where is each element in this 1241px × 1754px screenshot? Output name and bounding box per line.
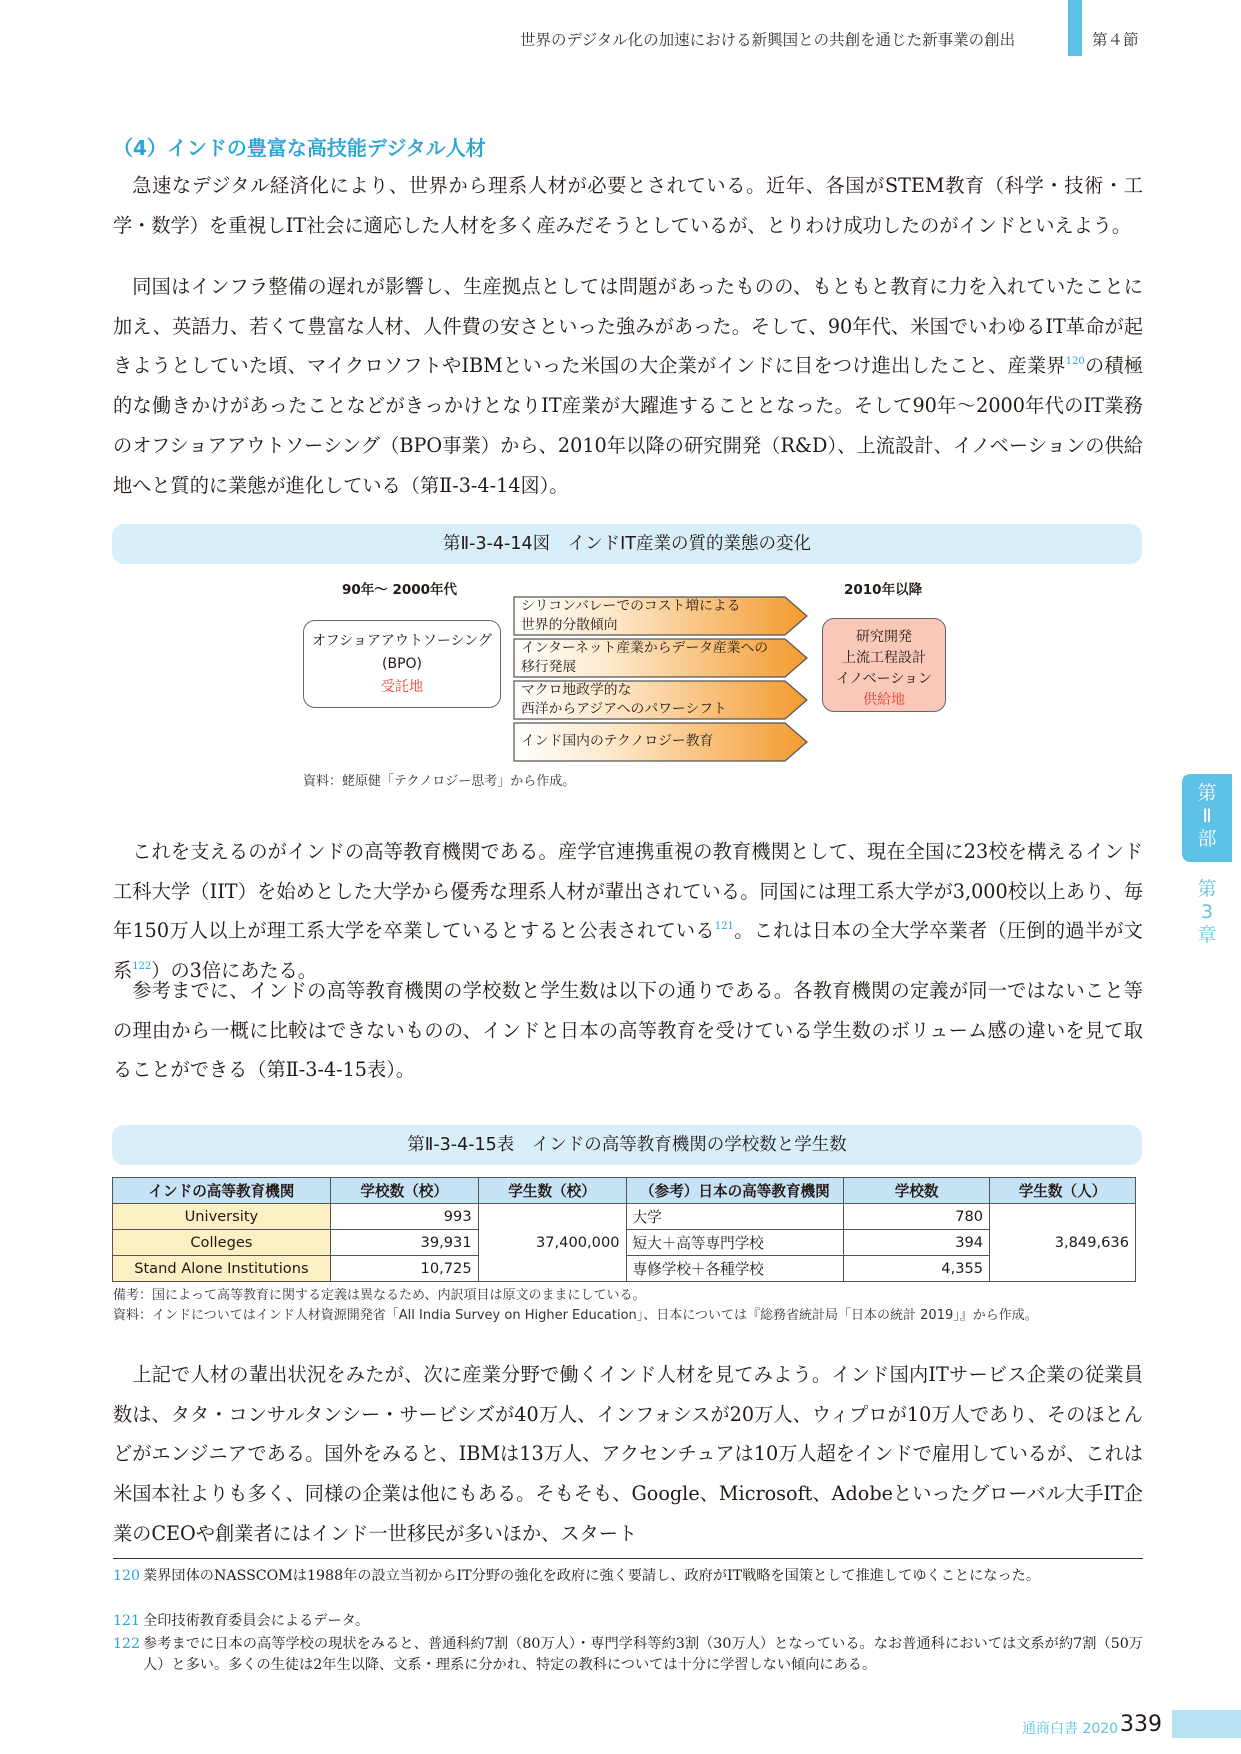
paragraph-5: 上記で人材の輩出状況をみたが、次に産業分野で働くインド人材を見てみよう。インド国内ITサービス企業の従業員数は、タタ・コンサルタンシー・サービシズが40万人、インフォシスが20万人、ウィプロが10万人であり、そのほとんどがエンジニアである。国外をみると、IBMは13万人、アクセンチュアは10万人超をインドで雇用しているが、これは米国本社よりも多く、同様の企業は他にもある。そもそも、Google、Microsoft、Adobeといったグローバル大手IT企業のCEOや創業者にはインド一世移民が多いほか、スタート (113, 1363, 1143, 1545)
table-source: 資料：インドについてはインド人材資源開発省「All India Survey on Higher Education」、日本については『総務省統計局「日本の統計 2019」』から作成。 (113, 1308, 1038, 1323)
footnote-ref-122[interactable]: 122 (132, 961, 152, 973)
paragraph-1: 急速なデジタル経済化により、世界から理系人材が必要とされている。近年、各国がSTEM教育（科学・技術・工学・数学）を重視しIT社会に適応した人材を多く産みだそうとしているが、とりわけ成功したのがインドといえよう。 (113, 174, 1143, 237)
footnote-122: 122 参考までに日本の高等学校の現状をみると、普通科約7割（80万人）・専門学科等約3割（30万人）となっている。なお普通科においては文系が約7割（50万人）と多い。多くの生徒は2年生以降、文系・理系に分かれ、特定の教科については十分に学習しない傾向にある。 (113, 1636, 1143, 1673)
figure-caption: 第Ⅱ-3-4-14図 インドIT産業の質的業態の変化 (112, 524, 1142, 564)
table-note: 備考：国によって高等教育に関する定義は異なるため、内訳項目は原文のままにしている。 (113, 1288, 646, 1303)
page-number: 339 (1120, 1712, 1162, 1737)
th-japan-institution: （参考）日本の高等教育機関 (626, 1178, 844, 1204)
india-institution-cell: Colleges (113, 1230, 331, 1256)
bpo-line1: オフショアアウトソーシング (312, 633, 492, 649)
footnote-121: 121 全印技術教育委員会によるデータ。 (113, 1613, 370, 1629)
destination-box (822, 618, 946, 712)
dest-line2: 上流工程設計 (842, 650, 926, 666)
footnote-ref-120[interactable]: 120 (1065, 356, 1085, 368)
running-header-title: 世界のデジタル化の加速における新興国との共創を通じた新事業の創出 (520, 31, 1016, 49)
footnote-120: 120 業界団体のNASSCOMは1988年の設立当初からIT分野の強化を政府に強く要請し、政府がIT戦略を国策として推進してゆくことになった。 (113, 1568, 1041, 1584)
th-japan-students: 学生数（人） (990, 1178, 1136, 1204)
dest-role: 供給地 (863, 692, 905, 708)
india-students-cell: 37,400,000 (478, 1204, 626, 1282)
dest-line3: イノベーション (835, 671, 933, 687)
india-institution-cell: Stand Alone Institutions (113, 1256, 331, 1282)
bpo-line2: (BPO) (382, 656, 422, 672)
japan-schools-cell: 394 (844, 1230, 990, 1256)
running-header-section: 第４節 (1092, 31, 1139, 49)
driver-arrow-1: シリコンバレーでのコスト増による 世界的分散傾向 (513, 596, 808, 636)
publication-name: 通商白書 2020 (1022, 1721, 1119, 1737)
paragraph-2: 同国はインフラ整備の遅れが影響し、生産拠点としては問題があったものの、もともと教育に力を入れていたことに加え、英語力、若くて豊富な人材、人件費の安さといった強みがあった。そして、90年代、米国でいわゆるIT革命が起きようとしていた頃、マイクロソフトやIBMといった米国の大企業がインドに目をつけ進出したこと、産業界$^{120}$の積極的な働きかけがあったことなどがきっかけとなりIT産業が大躍進することとなった。そして90年～2000年代のIT業務のオフショアアウトソーシング（BPO事業）から、2010年以降の研究開発（R&D）、上流設計、イノベーションの供給地へと質的に業態が進化している（第Ⅱ-3-4-14図）。 (113, 275, 1144, 497)
paragraph-4: 参考までに、インドの高等教育機関の学校数と学生数は以下の通りである。各教育機関の定義が同一ではないこと等の理由から一概に比較はできないものの、インドと日本の高等教育を受けている学生数のボリューム感の違いを見て取ることができる（第Ⅱ-3-4-15表）。 (113, 979, 1143, 1082)
paragraph-3: これを支えるのがインドの高等教育機関である。産学官連携重視の教育機関として、現在全国に23校を構えるインド工科大学（IIT）を始めとした大学から優秀な理系人材が輩出されている。同国には理工系大学が3,000校以上あり、毎年150万人以上が理工系大学を卒業しているとすると公表されている$^{121}$。これは日本の全大学卒業者（圧倒的過半が文系$^{122}$）の3倍にあたる。 (113, 840, 1143, 983)
dest-line1: 研究開発 (856, 629, 912, 645)
table-header-row (113, 1178, 1136, 1204)
driver-arrow-4: インド国内のテクノロジー教育 (513, 722, 808, 762)
driver-arrow-2: インターネット産業からデータ産業への 移行発展 (513, 638, 808, 678)
chapter-tab[interactable]: 第 3 章 (1197, 878, 1217, 946)
india-schools-cell: 10,725 (330, 1256, 478, 1282)
footnote-ref-121[interactable]: 121 (714, 921, 734, 933)
table-row (113, 1204, 1136, 1230)
th-india-institution: インドの高等教育機関 (113, 1178, 331, 1204)
bpo-role: 受託地 (381, 679, 423, 695)
japan-institution-cell: 専修学校＋各種学校 (626, 1256, 844, 1282)
india-institution-cell: University (113, 1204, 331, 1230)
footnote-rule (113, 1558, 1143, 1559)
table-caption: 第Ⅱ-3-4-15表 インドの高等教育機関の学校数と学生数 (112, 1125, 1142, 1165)
japan-schools-cell: 780 (844, 1204, 990, 1230)
era-label-left: 90年～ 2000年代 (342, 582, 458, 598)
section-heading: （4）インドの豊富な高技能デジタル人材 (113, 136, 486, 160)
japan-students-cell: 3,849,636 (990, 1204, 1136, 1282)
japan-institution-cell: 短大＋高等専門学校 (626, 1230, 844, 1256)
bpo-box (303, 620, 501, 708)
india-schools-cell: 993 (330, 1204, 478, 1230)
th-japan-schools: 学校数 (844, 1178, 990, 1204)
era-label-right: 2010年以降 (844, 582, 923, 598)
part-tab[interactable]: 第 Ⅱ 部 (1182, 774, 1232, 862)
header-accent-bar (1068, 0, 1082, 56)
figure-source: 資料：蛯原健「テクノロジー思考」から作成。 (303, 774, 576, 789)
education-table (112, 1177, 1136, 1282)
india-schools-cell: 39,931 (330, 1230, 478, 1256)
japan-institution-cell: 大学 (626, 1204, 844, 1230)
footer-accent-bar (1172, 1710, 1241, 1738)
driver-arrow-3: マクロ地政学的な 西洋からアジアへのパワーシフト (513, 680, 808, 720)
th-india-students: 学生数（校） (478, 1178, 626, 1204)
th-india-schools: 学校数（校） (330, 1178, 478, 1204)
japan-schools-cell: 4,355 (844, 1256, 990, 1282)
